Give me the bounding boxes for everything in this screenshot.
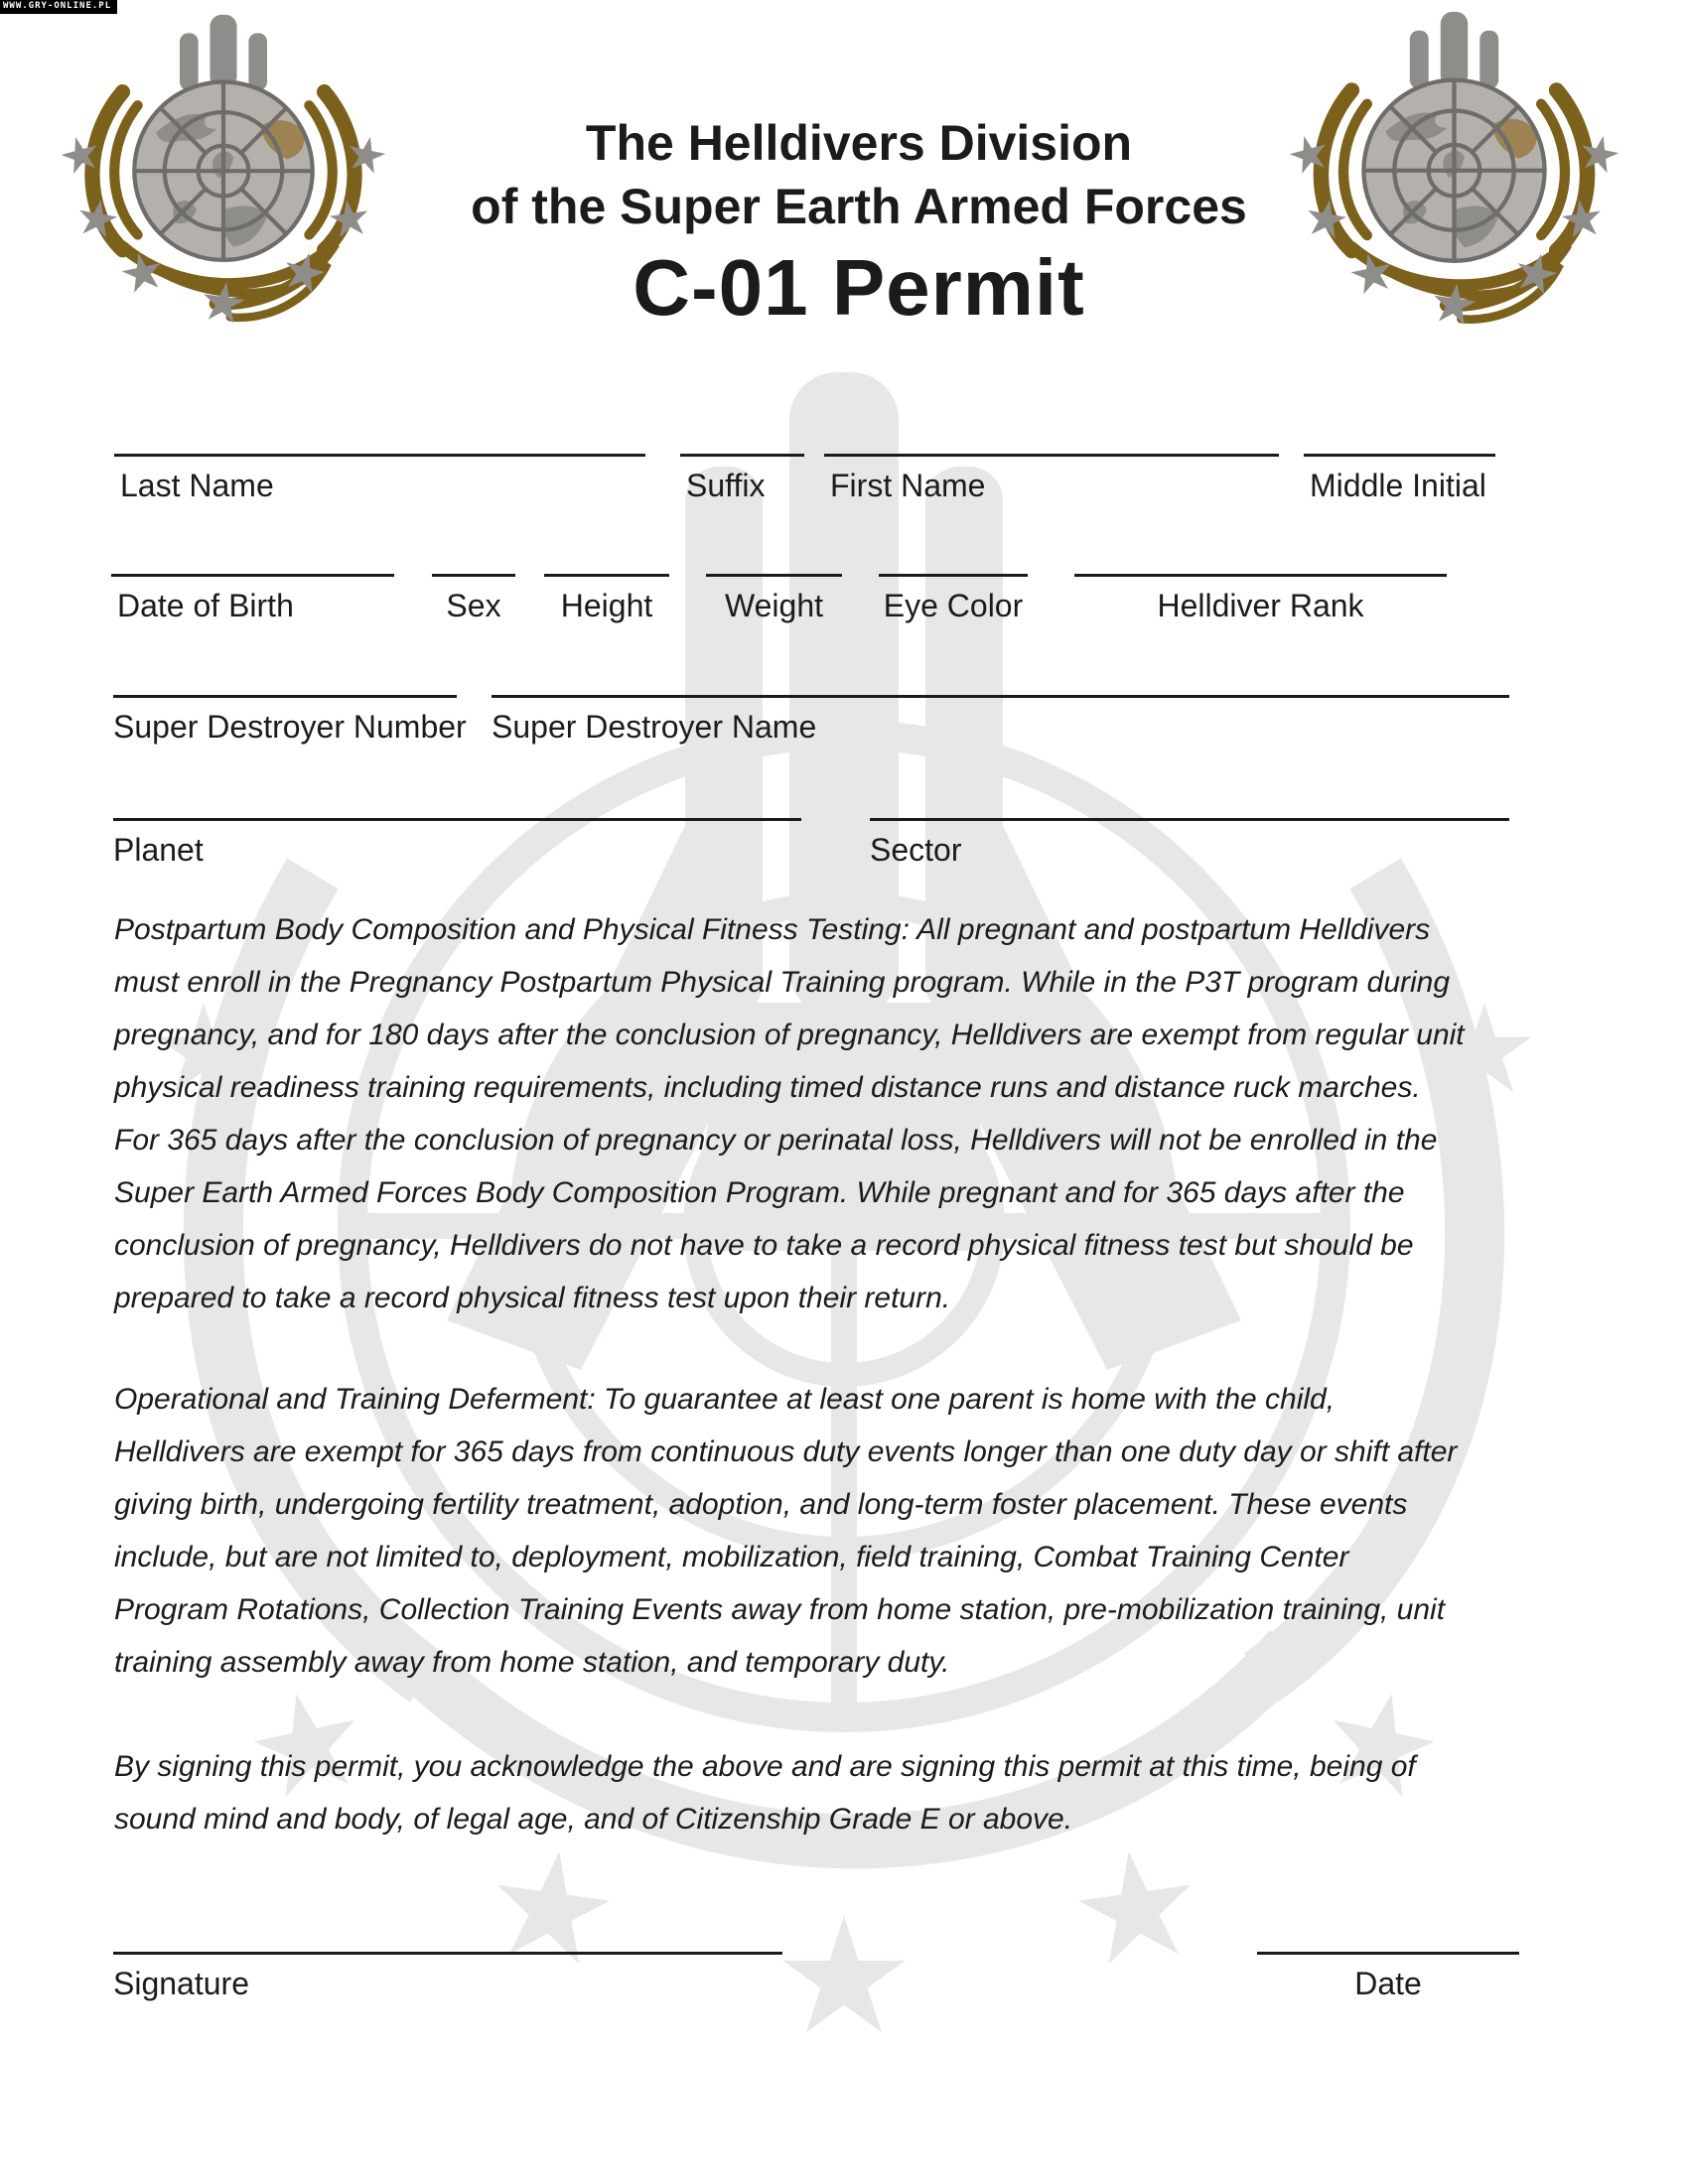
paragraph-line: conclusion of pregnancy, Helldivers do not have to take a record physical fitness test but should be [114, 1229, 1414, 1262]
blank-line [706, 574, 842, 577]
paragraph-line: Super Earth Armed Forces Body Composition Program. While pregnant and for 365 days after the [114, 1176, 1405, 1209]
field-signature [113, 1952, 782, 2001]
field-label: Weight [724, 588, 823, 623]
field-middle-initial [1304, 454, 1495, 503]
field-label: Middle Initial [1310, 468, 1486, 503]
blank-line [824, 454, 1279, 457]
field-eye-color [879, 574, 1028, 623]
field-label: Date [1354, 1966, 1422, 2001]
paragraph-line: Helldivers are exempt for 365 days from continuous duty events longer than one duty day or shift after [114, 1435, 1458, 1468]
blank-line [870, 818, 1509, 821]
paragraph-acknowledgement [114, 1740, 1574, 1845]
blank-line [680, 454, 804, 457]
paragraph-operational-deferment [114, 1373, 1574, 1689]
field-suffix [680, 454, 804, 503]
blank-line [1304, 454, 1495, 457]
field-label: Sex [446, 588, 501, 623]
field-label: First Name [830, 468, 986, 503]
field-label: Suffix [686, 468, 766, 503]
field-label: Super Destroyer Name [492, 709, 817, 745]
title-line-1: The Helldivers Division [585, 115, 1133, 171]
field-label: Eye Color [883, 588, 1024, 623]
blank-line [544, 574, 669, 577]
field-last-name [114, 454, 645, 503]
blank-line [113, 695, 457, 698]
blank-line [1257, 1952, 1519, 1955]
field-weight [706, 574, 842, 623]
field-label: Last Name [120, 468, 274, 503]
field-sex [432, 574, 515, 623]
paragraph-postpartum-testing [114, 903, 1574, 1324]
blank-line [113, 818, 801, 821]
paragraph-line: sound mind and body, of legal age, and of Citizenship Grade E or above. [114, 1803, 1073, 1836]
field-helldiver-rank [1074, 574, 1447, 623]
title-line-2: of the Super Earth Armed Forces [471, 179, 1247, 234]
document-title [30, 111, 1688, 336]
field-sector [870, 818, 1509, 868]
field-height [544, 574, 669, 623]
title-line-3: C-01 Permit [633, 243, 1085, 332]
paragraph-line: Program Rotations, Collection Training Events away from home station, pre-mobilization training, unit [114, 1593, 1446, 1626]
paragraph-line: giving birth, undergoing fertility treatment, adoption, and long-term foster placement. These events [114, 1488, 1408, 1521]
field-date [1257, 1952, 1519, 2001]
field-planet [113, 818, 801, 868]
paragraph-line: For 365 days after the conclusion of pregnancy or perinatal loss, Helldivers will not be enrolled in the [114, 1124, 1438, 1157]
field-first-name [824, 454, 1279, 503]
paragraph-line: training assembly away from home station, and temporary duty. [114, 1646, 950, 1679]
blank-line [111, 574, 394, 577]
blank-line [432, 574, 515, 577]
blank-line [492, 695, 1509, 698]
blank-line [114, 454, 645, 457]
field-super-destroyer-name [492, 695, 1509, 745]
blank-line [879, 574, 1028, 577]
paragraph-line: must enroll in the Pregnancy Postpartum Physical Training program. While in the P3T program during [114, 966, 1451, 999]
field-label: Planet [113, 832, 204, 868]
paragraph-line: physical readiness training requirements, including timed distance runs and distance ruck marches. [114, 1071, 1421, 1104]
paragraph-line: prepared to take a record physical fitness test upon their return. [114, 1282, 951, 1314]
field-super-destroyer-number [113, 695, 467, 745]
paragraph-line: pregnancy, and for 180 days after the conclusion of pregnancy, Helldivers are exempt from regular unit [114, 1019, 1465, 1051]
field-label: Helldiver Rank [1157, 588, 1364, 623]
paragraph-line: Postpartum Body Composition and Physical Fitness Testing: All pregnant and postpartum Helldivers [114, 913, 1431, 946]
paragraph-line: include, but are not limited to, deployment, mobilization, field training, Combat Training Center [114, 1541, 1349, 1573]
field-label: Sector [870, 832, 962, 868]
field-label: Signature [113, 1966, 249, 2001]
paragraph-line: By signing this permit, you acknowledge the above and are signing this permit at this time, being of [114, 1750, 1416, 1783]
blank-line [113, 1952, 782, 1955]
paragraph-line: Operational and Training Deferment: To guarantee at least one parent is home with the child, [114, 1383, 1336, 1416]
field-label: Date of Birth [117, 588, 294, 623]
field-date-of-birth [111, 574, 394, 623]
field-label: Super Destroyer Number [113, 709, 467, 745]
field-label: Height [560, 588, 653, 623]
site-watermark-badge: WWW.GRY-ONLINE.PL [0, 0, 117, 14]
blank-line [1074, 574, 1447, 577]
